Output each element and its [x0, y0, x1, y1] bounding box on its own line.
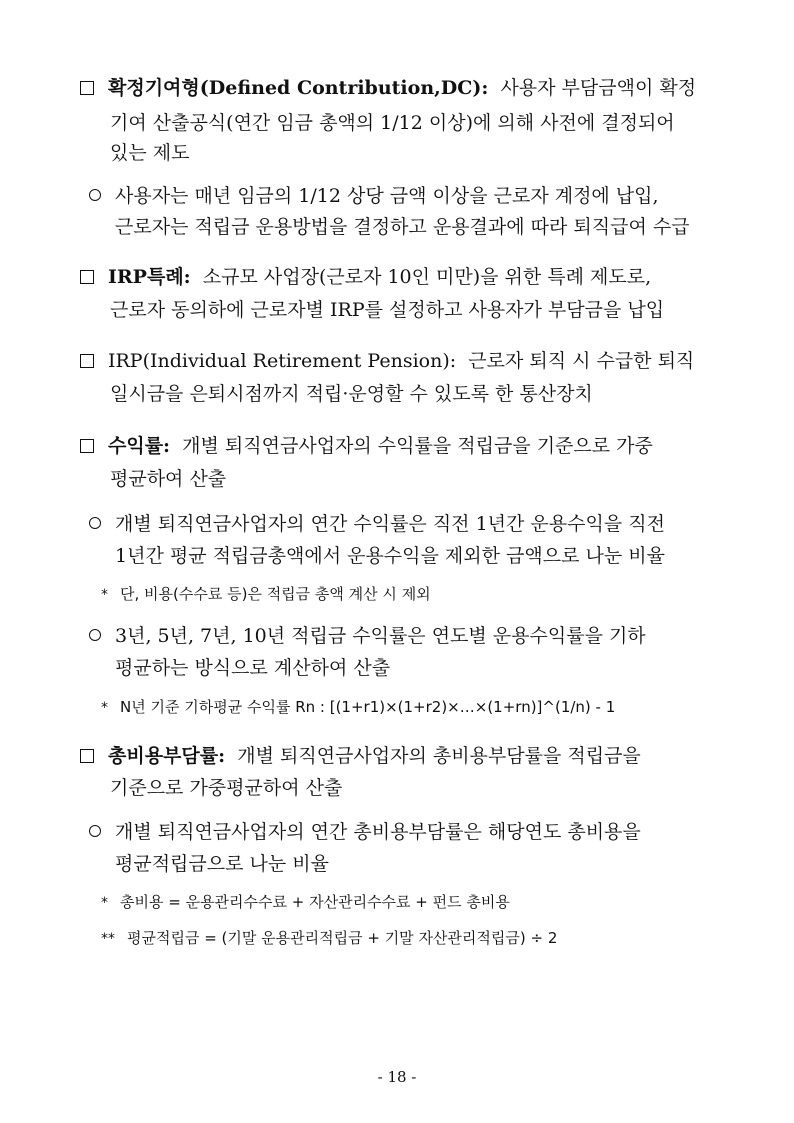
bullet-dc-line2: 근로자는 적립금 운용방법을 결정하고 운용결과에 따라 퇴직급여 수급: [115, 216, 690, 238]
section-irp-line1: [80, 349, 694, 373]
text: 개별 퇴직연금사업자의 총비용부담률을 적립금을: [237, 745, 641, 767]
bullet-return2-line2: 평균하는 방식으로 계산하여 산출: [115, 657, 391, 679]
asterisk-marker: *: [101, 587, 108, 603]
circle-bullet-icon: [89, 629, 101, 641]
section-return-line1: [80, 434, 653, 458]
section-irp-special-line1: [80, 265, 651, 289]
note-text: 총비용 = 운용관리수수료 + 자산관리수수료 + 펀드 총비용: [120, 893, 510, 911]
term-irp: IRP(Individual Retirement Pension):: [108, 350, 457, 372]
text: 3년, 5년, 7년, 10년 적립금 수익률은 연도별 운용수익률을 기하: [115, 625, 646, 647]
term-cost: 총비용부담률:: [108, 745, 226, 767]
section-dc-line3: 있는 제도: [110, 142, 190, 164]
checkbox-square-icon: [80, 354, 94, 368]
note-text: 단, 비용(수수료 등)은 적립금 총액 계산 시 제외: [120, 585, 431, 603]
term-return: 수익률:: [108, 435, 171, 457]
note-cost-1: [101, 892, 510, 913]
section-cost-line2: 기준으로 가중평균하여 산출: [110, 777, 343, 799]
asterisk-marker: *: [101, 895, 108, 911]
section-return-line2: 평균하여 산출: [110, 468, 227, 490]
page-number: - 18 -: [377, 1068, 417, 1086]
bullet-cost-line2: 평균적립금으로 나눈 비율: [115, 853, 329, 875]
section-irp-line2: 일시금을 은퇴시점까지 적립·운영할 수 있도록 한 통산장치: [110, 383, 593, 405]
text: 근로자 퇴직 시 수급한 퇴직: [468, 350, 695, 372]
text: 소규모 사업장(근로자 10인 미만)을 위한 특례 제도로,: [202, 266, 652, 288]
note-return-1: [101, 584, 431, 605]
checkbox-square-icon: [80, 749, 94, 763]
checkbox-square-icon: [80, 439, 94, 453]
asterisk-marker: *: [101, 700, 108, 716]
bullet-return2-line1: [89, 624, 646, 648]
double-asterisk-marker: **: [101, 931, 115, 947]
circle-bullet-icon: [89, 825, 101, 837]
bullet-return-line2: 1년간 평균 적립금총액에서 운용수익을 제외한 금액으로 나눈 비율: [115, 545, 665, 567]
checkbox-square-icon: [80, 270, 94, 284]
note-cost-2: [101, 928, 557, 949]
note-text: 평균적립금 = (기말 운용관리적립금 + 기말 자산관리적립금) ÷ 2: [127, 929, 558, 947]
note-text: N년 기준 기하평균 수익률 Rn : [(1+r1)×(1+r2)×…×(1+rn)]^(1/n) - 1: [120, 698, 616, 716]
term-irp-special: IRP특례:: [108, 266, 191, 288]
bullet-dc-line1: [89, 184, 659, 208]
term-dc: 확정기여형(Defined Contribution,DC):: [108, 77, 489, 99]
circle-bullet-icon: [89, 517, 101, 529]
circle-bullet-icon: [89, 189, 101, 201]
text: 사용자 부담금액이 확정: [500, 77, 697, 99]
text: 사용자는 매년 임금의 1/12 상당 금액 이상을 근로자 계정에 납입,: [115, 185, 659, 207]
section-dc-line2: 기여 산출공식(연간 임금 총액의 1/12 이상)에 의해 사전에 결정되어: [110, 112, 675, 134]
text: 개별 퇴직연금사업자의 연간 총비용부담률은 해당연도 총비용을: [115, 821, 641, 843]
section-irp-special-line2: 근로자 동의하에 근로자별 IRP를 설정하고 사용자가 부담금을 납입: [110, 299, 665, 321]
checkbox-square-icon: [80, 81, 94, 95]
text: 개별 퇴직연금사업자의 연간 수익률은 직전 1년간 운용수익을 직전: [115, 513, 665, 535]
bullet-return-line1: [89, 512, 665, 536]
note-return-2: [101, 697, 615, 718]
section-dc-line1: [80, 76, 696, 100]
bullet-cost-line1: [89, 820, 641, 844]
text: 개별 퇴직연금사업자의 수익률을 적립금을 기준으로 가중: [182, 435, 653, 457]
section-cost-line1: [80, 744, 641, 768]
